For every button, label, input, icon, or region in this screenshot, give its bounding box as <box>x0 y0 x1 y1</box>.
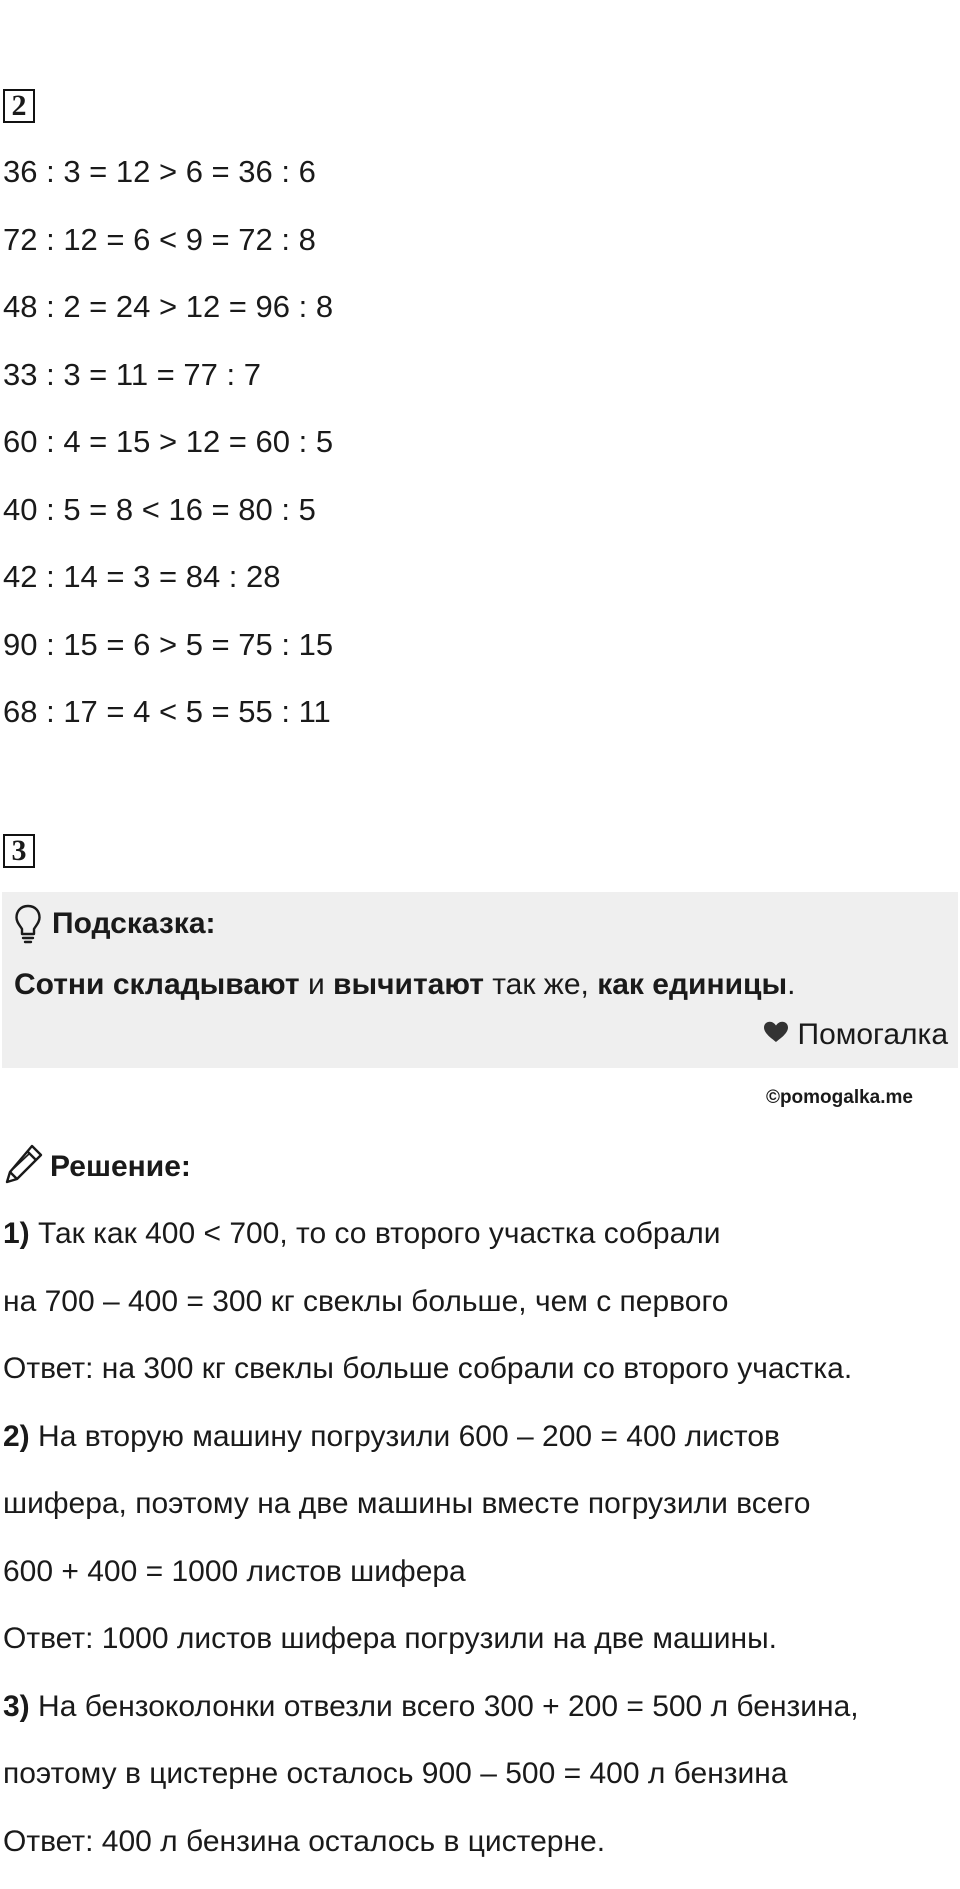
step-text: 600 + 400 = 1000 листов шифера <box>3 1555 466 1588</box>
solution-line <box>3 1484 859 1552</box>
step-text: Ответ: 400 л бензина осталось в цистерне. <box>3 1825 605 1858</box>
step-text: Ответ: 1000 листов шифера погрузили на две машины. <box>3 1622 777 1655</box>
hint-text <box>14 968 795 1002</box>
solution-line <box>3 1552 859 1620</box>
step-text: На вторую машину погрузили 600 – 200 = 400 листов <box>30 1420 780 1453</box>
copyright-text: ©pomogalka.me <box>766 1087 913 1109</box>
hint-text-part: как единицы <box>597 968 787 1001</box>
solution-lines <box>3 1214 859 1889</box>
equation-line: 36 : 3 = 12 > 6 = 36 : 6 <box>3 152 333 220</box>
solution-line <box>3 1349 859 1417</box>
equation-line: 68 : 17 = 4 < 5 = 55 : 11 <box>3 692 333 760</box>
hint-text-part: вычитают <box>333 968 484 1001</box>
solution-line <box>3 1214 859 1282</box>
solution-line <box>3 1687 859 1755</box>
step-number: 3) <box>3 1690 30 1723</box>
hint-text-part: . <box>787 968 795 1001</box>
step-text: поэтому в цистерне осталось 900 – 500 = 400 л бензина <box>3 1757 788 1790</box>
equation-line: 90 : 15 = 6 > 5 = 75 : 15 <box>3 625 333 693</box>
hint-title: Подсказка: <box>52 907 216 941</box>
step-number: 1) <box>3 1217 30 1250</box>
hint-text-part: так же, <box>484 968 597 1001</box>
solution-line <box>3 1619 859 1687</box>
solution-line <box>3 1822 859 1889</box>
task-number-3: 3 <box>3 834 35 868</box>
brand-name: Помогалка <box>798 1018 949 1052</box>
equation-line: 72 : 12 = 6 < 9 = 72 : 8 <box>3 220 333 288</box>
equation-line: 60 : 4 = 15 > 12 = 60 : 5 <box>3 422 333 490</box>
task-number-2: 2 <box>3 89 35 123</box>
step-text: Так как 400 < 700, то со второго участка собрали <box>30 1217 721 1250</box>
hint-text-part: Сотни складывают <box>14 968 300 1001</box>
equation-line: 48 : 2 = 24 > 12 = 96 : 8 <box>3 287 333 355</box>
hint-brand <box>762 1018 949 1052</box>
solution-line <box>3 1417 859 1485</box>
equation-line: 33 : 3 = 11 = 77 : 7 <box>3 355 333 423</box>
step-text: на 700 – 400 = 300 кг свеклы больше, чем с первого <box>3 1285 728 1318</box>
solution-title: Решение: <box>50 1150 191 1184</box>
equation-line: 40 : 5 = 8 < 16 = 80 : 5 <box>3 490 333 558</box>
hint-box <box>2 892 958 1068</box>
step-text: шифера, поэтому на две машины вместе погрузили всего <box>3 1487 810 1520</box>
hint-header <box>14 902 216 946</box>
solution-line <box>3 1754 859 1822</box>
equation-line: 42 : 14 = 3 = 84 : 28 <box>3 557 333 625</box>
equation-list <box>3 152 333 760</box>
lightbulb-icon <box>14 903 42 945</box>
hint-text-part: и <box>300 968 333 1001</box>
solution-line <box>3 1282 859 1350</box>
solution-header <box>4 1143 191 1190</box>
pencil-icon <box>4 1143 44 1190</box>
step-text: На бензоколонки отвезли всего 300 + 200 = 500 л бензина, <box>30 1690 859 1723</box>
step-number: 2) <box>3 1420 30 1453</box>
heart-icon <box>762 1018 798 1052</box>
step-text: Ответ: на 300 кг свеклы больше собрали со второго участка. <box>3 1352 852 1385</box>
